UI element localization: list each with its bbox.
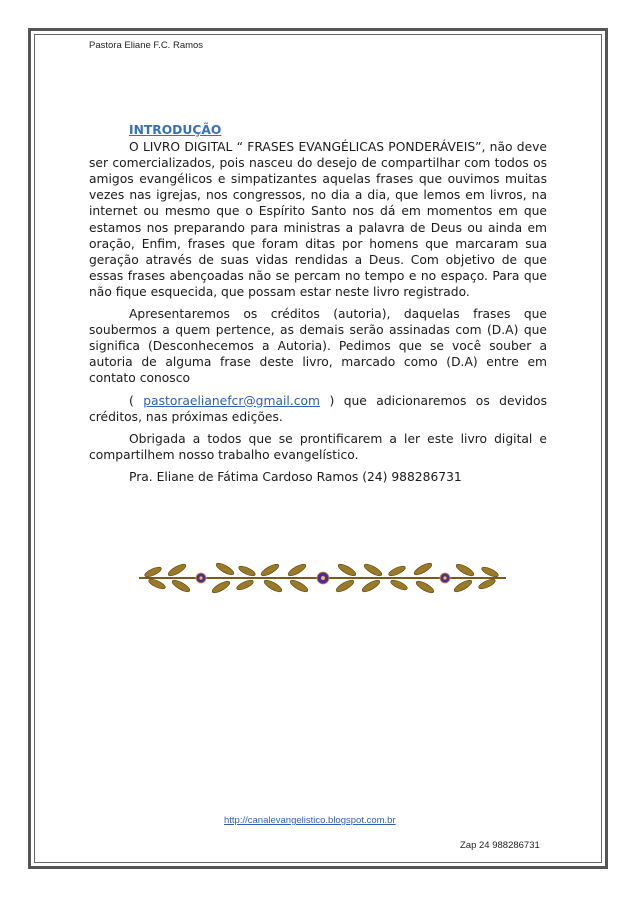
section-title: INTRODUÇÃO — [129, 123, 222, 137]
paragraph-1: O LIVRO DIGITAL “ FRASES EVANGÉLICAS PONDERÁVEIS”, não deve ser comercializados, pois nasceu do desejo de compartilhar com todos os amigos evangélicos e simpatizantes aquelas frases que ouvimos muitas vezes nas igrejas, nos congressos, no dia a dia, que lemos em livros, na internet ou mesmo que o Espírito Santo nos dá em momentos em que estamos nos preparando para ministras a palavra de Deus ou ainda em oração, Enfim, frases que foram ditas por homens que marcaram sua geração através de suas vidas rendidas a Deus. Com objetivo de que essas frases abençoadas não se percam no tempo e no espaço. Para que não fique esquecida, que possam estar neste livro registrado. — [89, 140, 547, 299]
introduction-section — [89, 122, 547, 485]
paragraph-3 — [89, 393, 547, 425]
paragraph-4: Obrigada a todos que se prontificarem a ler este livro digital e compartilhem nosso trabalho evangelístico. — [89, 431, 547, 462]
header-author: Pastora Eliane F.C. Ramos — [89, 40, 204, 51]
paren-open: ( — [129, 393, 144, 408]
signature: Pra. Eliane de Fátima Cardoso Ramos (24) 988286731 — [129, 469, 462, 484]
laurel-divider-icon — [135, 548, 510, 600]
paragraph-2: Apresentaremos os créditos (autoria), daquelas frases que soubermos a quem pertence, as demais serão assinadas com (D.A) que significa (Desconhecemos a Autoria). Pedimos que se você souber a autoria de alguma frase deste livro, marcado como (D.A) entre em contato conosco — [89, 307, 547, 386]
footer-blog-link[interactable]: http://canalevangelistico.blogspot.com.br — [224, 815, 396, 826]
email-link[interactable]: pastoraelianefcr@gmail.com — [143, 393, 320, 408]
footer-phone: Zap 24 988286731 — [460, 840, 540, 851]
paragraph-3-rest: ) que adicionaremos os devidos créditos, nas próximas edições. — [89, 393, 547, 424]
